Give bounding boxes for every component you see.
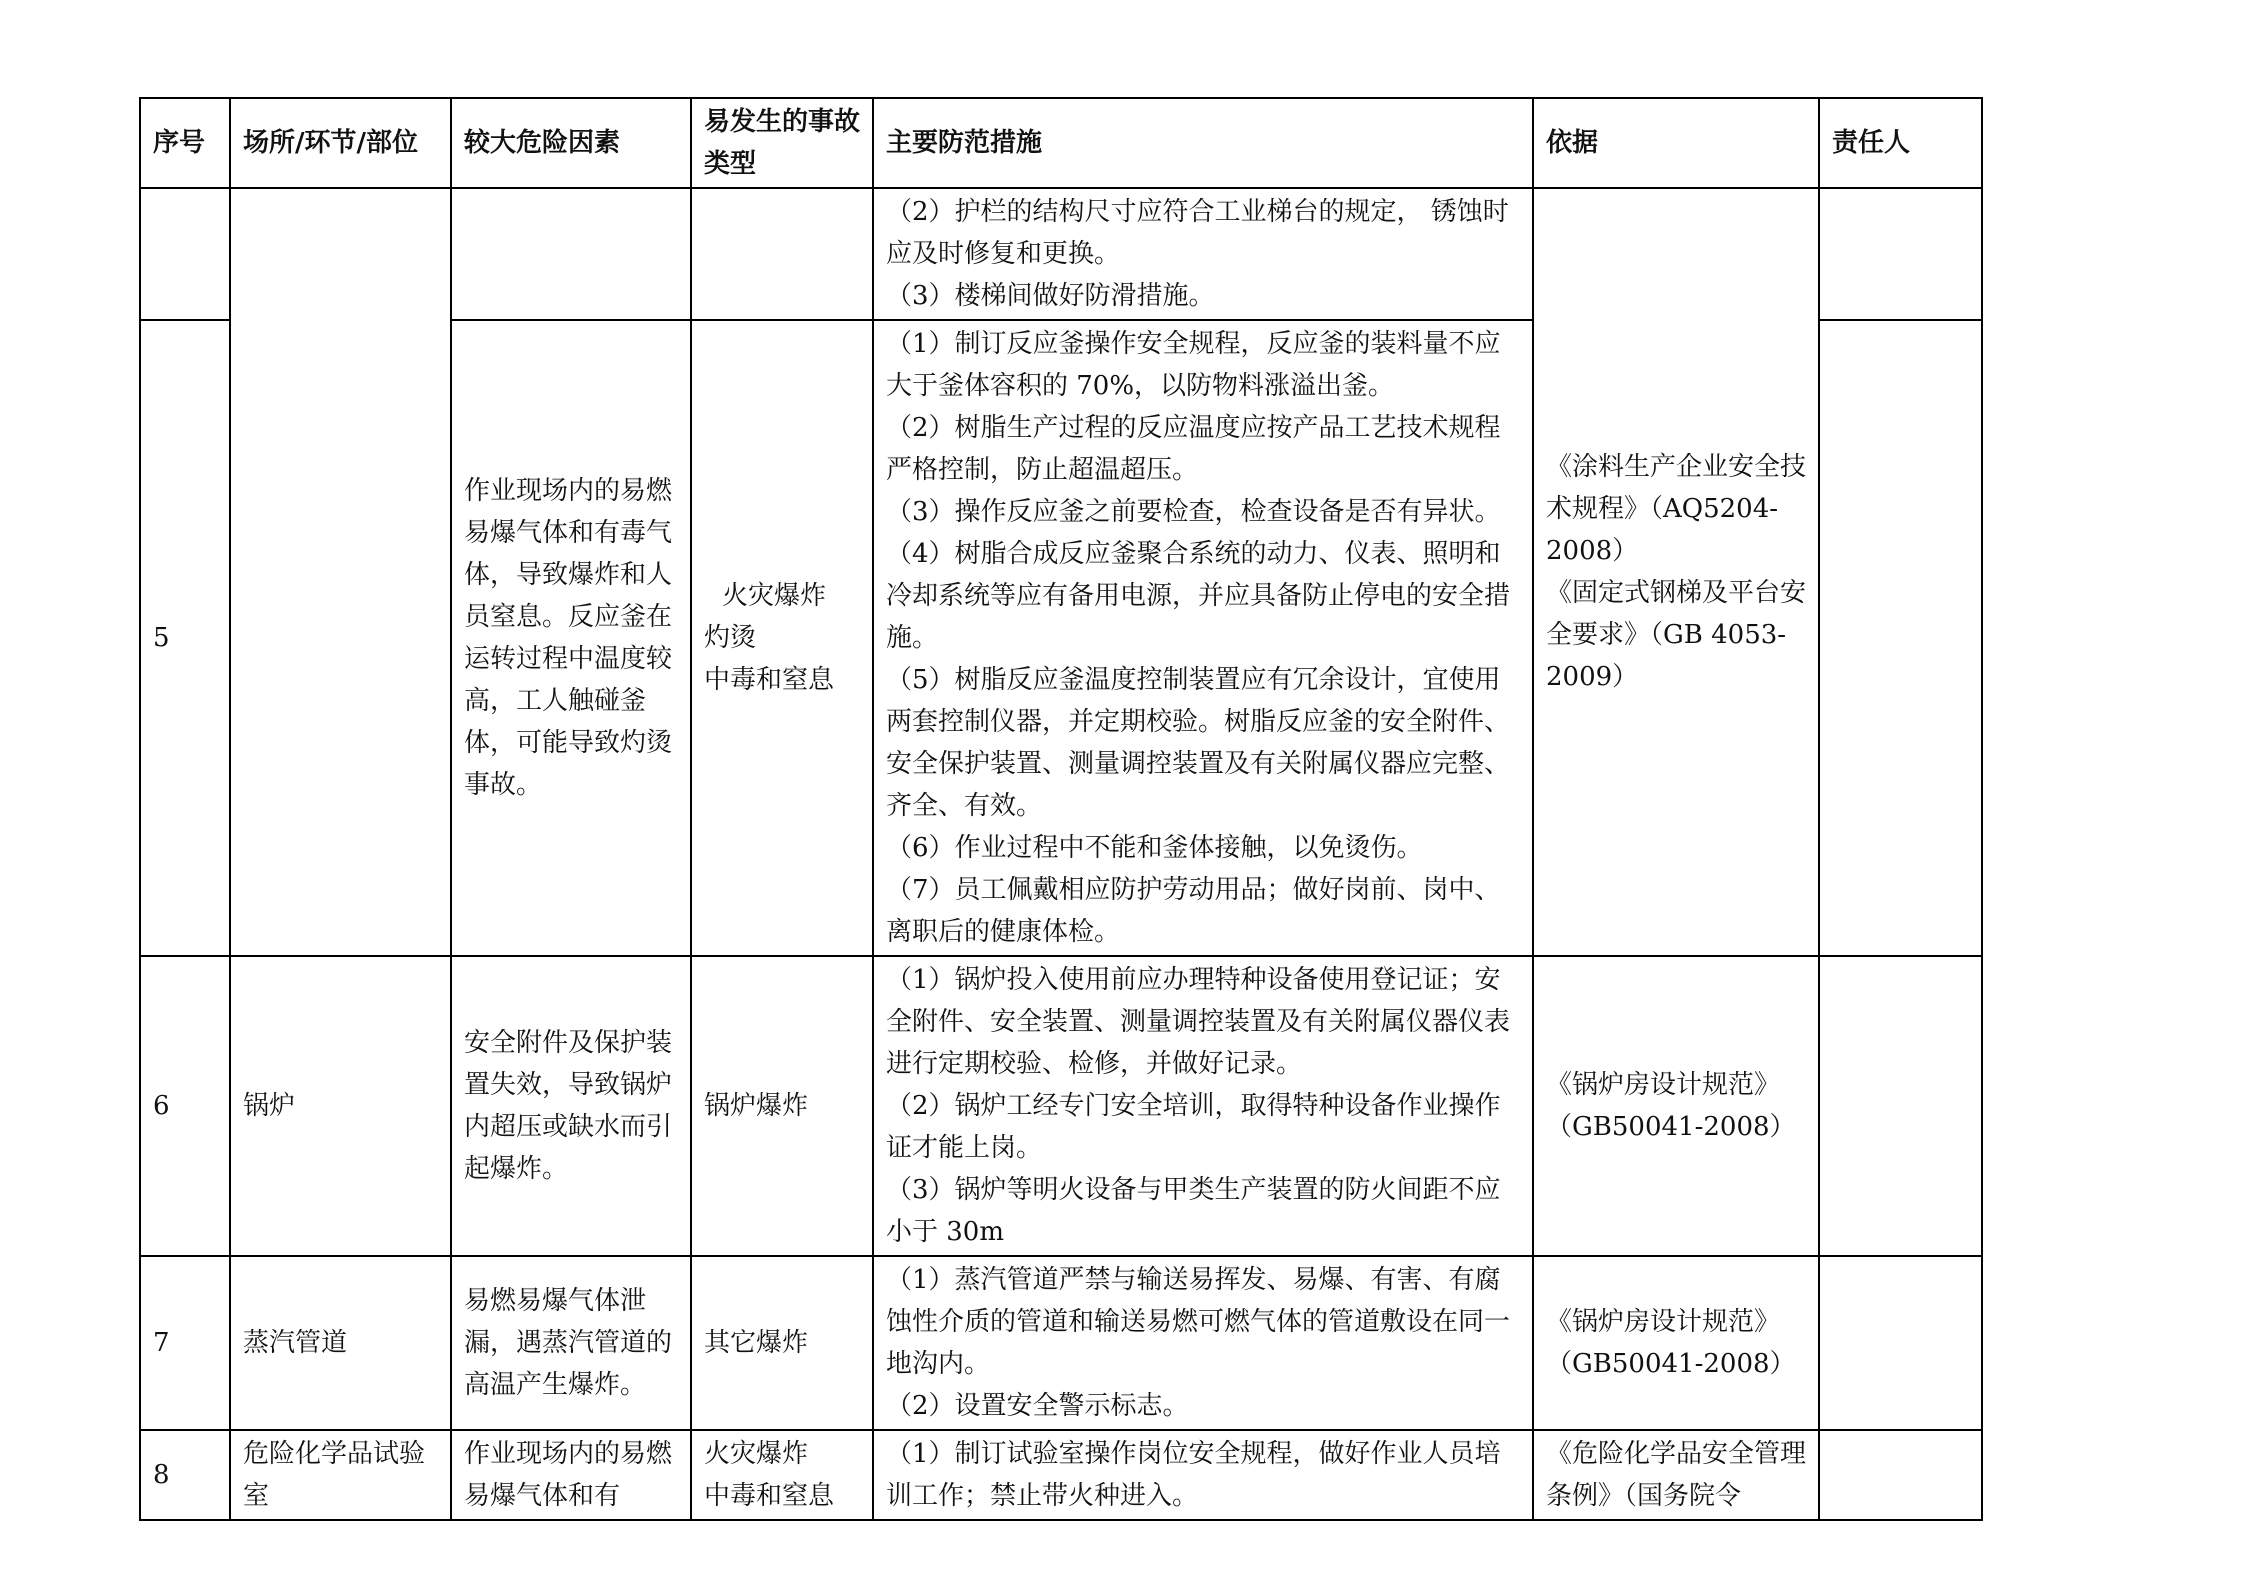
header-basis: 依据	[1533, 98, 1819, 188]
cell-risk: 易燃易爆气体泄漏，遇蒸汽管道的高温产生爆炸。	[451, 1256, 691, 1430]
measure-item: （4）树脂合成反应釜聚合系统的动力、仪表、照明和冷却系统等应有备用电源，并应具备防止停电的安全措施。	[886, 539, 1511, 653]
table-header-row	[140, 98, 1982, 188]
cell-responsible	[1819, 320, 1982, 956]
measure-item: （7）员工佩戴相应防护劳动用品；做好岗前、岗中、离职后的健康体检。	[886, 875, 1501, 947]
accident-item: 其它爆炸	[704, 1328, 809, 1358]
cell-place	[230, 188, 451, 956]
accident-item: 中毒和窒息	[704, 1481, 835, 1511]
cell-basis	[1533, 1256, 1819, 1430]
accident-item: 火灾爆炸	[704, 1439, 809, 1469]
accident-item: 锅炉爆炸	[704, 1091, 809, 1121]
cell-measures	[873, 188, 1533, 320]
cell-no: 8	[140, 1430, 230, 1520]
accident-item: 中毒和窒息	[704, 665, 835, 695]
table-row	[140, 1430, 1982, 1520]
basis-item: 《锅炉房设计规范》	[1546, 1307, 1781, 1337]
measure-item: （5）树脂反应釜温度控制装置应有冗余设计，宜使用两套控制仪器，并定期校验。树脂反应釜的安全附件、安全保护装置、测量调控装置及有关附属仪器应完整、齐全、有效。	[886, 665, 1511, 821]
measure-item: （6）作业过程中不能和釜体接触，以免烫伤。	[886, 833, 1423, 863]
measure-item: （1）制订反应釜操作安全规程，反应釜的装料量不应大于釜体容积的 70%，以防物料涨溢出釜。	[886, 329, 1501, 401]
basis-item: （GB50041-2008）	[1546, 1349, 1796, 1379]
cell-measures	[873, 1430, 1533, 1520]
cell-place: 危险化学品试验室	[230, 1430, 451, 1520]
cell-place: 锅炉	[230, 956, 451, 1256]
measure-item: （1）制订试验室操作岗位安全规程，做好作业人员培训工作；禁止带火种进入。	[886, 1439, 1501, 1511]
measure-item: （2）锅炉工经专门安全培训，取得特种设备作业操作证才能上岗。	[886, 1091, 1501, 1163]
cell-risk: 安全附件及保护装置失效，导致锅炉内超压或缺水而引起爆炸。	[451, 956, 691, 1256]
header-accident: 易发生的事故类型	[691, 98, 873, 188]
header-risk: 较大危险因素	[451, 98, 691, 188]
accident-item: 火灾爆炸	[722, 581, 827, 611]
cell-risk	[451, 188, 691, 320]
cell-accident	[691, 956, 873, 1256]
cell-measures	[873, 956, 1533, 1256]
cell-responsible	[1819, 188, 1982, 320]
basis-item: 《锅炉房设计规范》	[1546, 1070, 1781, 1100]
measure-item: （2）设置安全警示标志。	[886, 1391, 1189, 1421]
accident-item: 灼烫	[704, 623, 757, 653]
cell-no: 6	[140, 956, 230, 1256]
measure-item: （2）护栏的结构尺寸应符合工业梯台的规定， 锈蚀时应及时修复和更换。	[886, 197, 1509, 269]
cell-risk: 作业现场内的易燃易爆气体和有	[451, 1430, 691, 1520]
cell-accident	[691, 1256, 873, 1430]
cell-no	[140, 188, 230, 320]
cell-basis	[1533, 188, 1819, 956]
cell-risk: 作业现场内的易燃易爆气体和有毒气体，导致爆炸和人员窒息。反应釜在运转过程中温度较高，工人触碰釜体，可能导致灼烫事故。	[451, 320, 691, 956]
measure-item: （1）蒸汽管道严禁与输送易挥发、易爆、有害、有腐蚀性介质的管道和输送易燃可燃气体的管道敷设在同一地沟内。	[886, 1265, 1511, 1379]
measure-item: （3）楼梯间做好防滑措施。	[886, 281, 1215, 311]
cell-accident	[691, 188, 873, 320]
cell-responsible	[1819, 1430, 1982, 1520]
cell-no: 7	[140, 1256, 230, 1430]
cell-no: 5	[140, 320, 230, 956]
cell-measures	[873, 320, 1533, 956]
cell-basis	[1533, 956, 1819, 1256]
basis-item: （GB50041-2008）	[1546, 1112, 1796, 1142]
cell-responsible	[1819, 956, 1982, 1256]
basis-item: 《固定式钢梯及平台安全要求》（GB 4053-2009）	[1546, 578, 1807, 692]
table-row	[140, 188, 1982, 320]
cell-place: 蒸汽管道	[230, 1256, 451, 1430]
hazard-table	[139, 97, 1983, 1521]
basis-item: 《涂料生产企业安全技术规程》（AQ5204-2008）	[1546, 452, 1807, 566]
measure-item: （1）锅炉投入使用前应办理特种设备使用登记证；安全附件、安全装置、测量调控装置及有关附属仪器仪表进行定期校验、检修，并做好记录。	[886, 965, 1511, 1079]
table-row	[140, 956, 1982, 1256]
header-place: 场所/环节/部位	[230, 98, 451, 188]
measure-item: （3）锅炉等明火设备与甲类生产装置的防火间距不应小于 30m	[886, 1175, 1501, 1247]
cell-basis	[1533, 1430, 1819, 1520]
cell-measures	[873, 1256, 1533, 1430]
measure-item: （2）树脂生产过程的反应温度应按产品工艺技术规程严格控制，防止超温超压。	[886, 413, 1501, 485]
header-no: 序号	[140, 98, 230, 188]
table-row	[140, 1256, 1982, 1430]
cell-accident	[691, 320, 873, 956]
header-responsible: 责任人	[1819, 98, 1982, 188]
header-measures: 主要防范措施	[873, 98, 1533, 188]
measure-item: （3）操作反应釜之前要检查，检查设备是否有异状。	[886, 497, 1501, 527]
basis-item: 《危险化学品安全管理条例》（国务院令	[1546, 1439, 1807, 1511]
cell-accident	[691, 1430, 873, 1520]
cell-responsible	[1819, 1256, 1982, 1430]
